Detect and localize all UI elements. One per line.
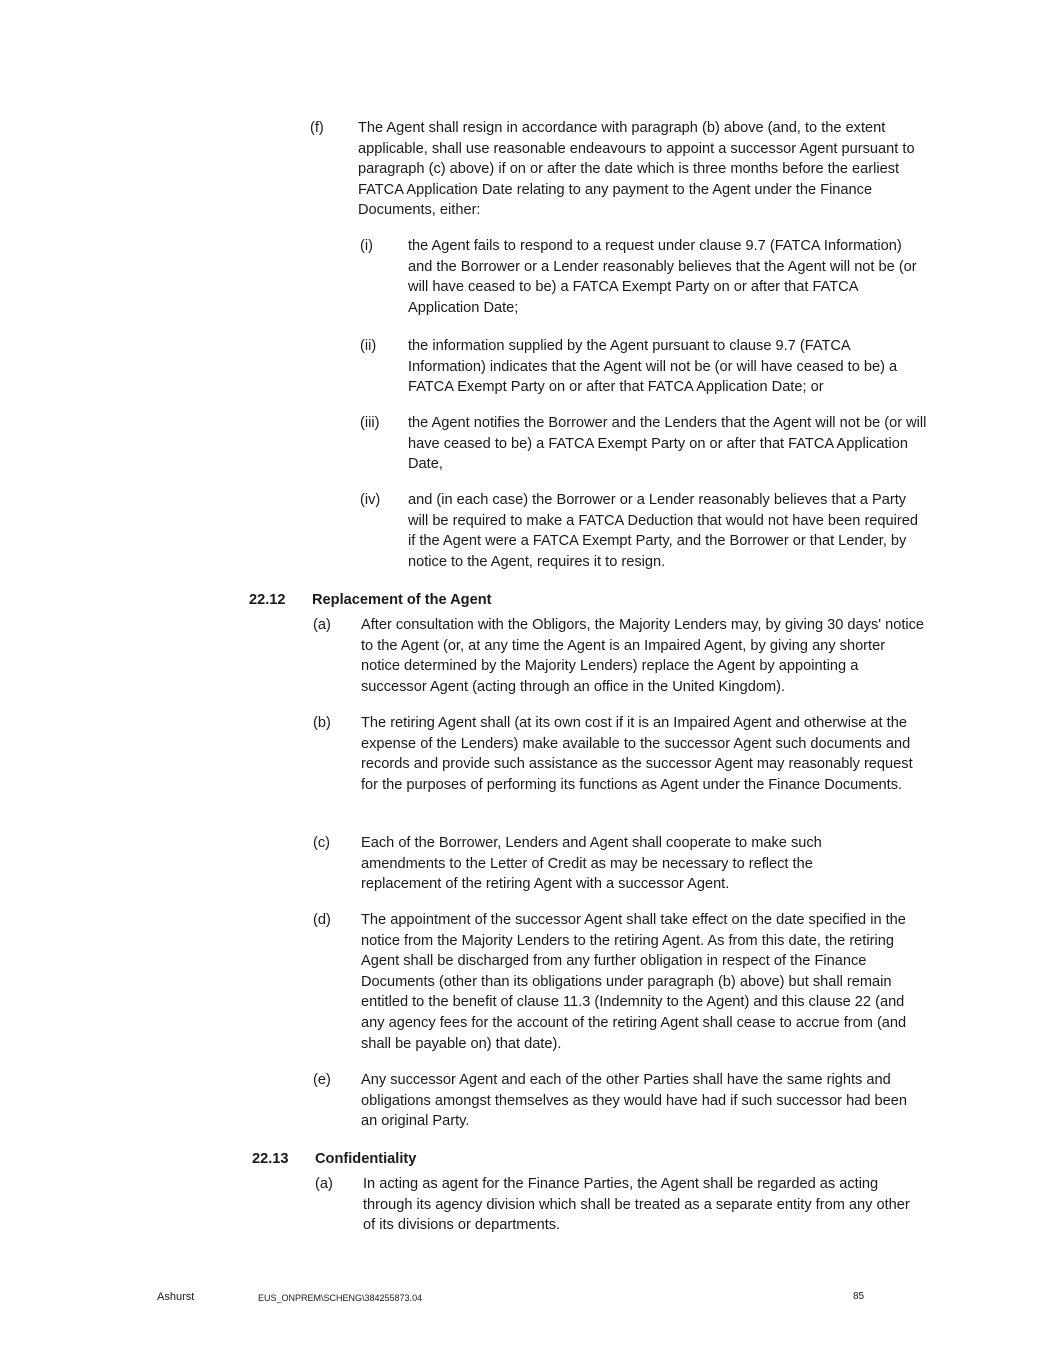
list-item-label: (e) xyxy=(313,1072,331,1088)
list-item-label: (a) xyxy=(313,617,331,633)
list-item-label: (b) xyxy=(313,715,331,731)
section-number: 22.12 xyxy=(249,592,286,608)
clause-f-label: (f) xyxy=(310,120,324,136)
list-item-text: In acting as agent for the Finance Parties, the Agent shall be regarded as acting through its agency division which shall be treated as a separate entity from any other of its divisions or departments. xyxy=(363,1176,910,1234)
section-title: Replacement of the Agent xyxy=(312,592,492,608)
list-item-text: the information supplied by the Agent pursuant to clause 9.7 (FATCA Information) indicates that the Agent will not be (or will have ceased to be) a FATCA Exempt Party on or after that FATCA Application Date; or xyxy=(408,338,898,396)
list-item-text: The retiring Agent shall (at its own cost if it is an Impaired Agent and otherwise at the expense of the Lenders) make available to the successor Agent such documents and records and provide such assistance as the successor Agent may reasonably request for the purposes of performing its functions as Agent under the Finance Documents. xyxy=(361,715,913,793)
footer-doc-ref: EUS_ONPREM\SCHENG\384255873.04 xyxy=(258,1293,423,1303)
list-item-label: (d) xyxy=(313,912,331,928)
list-item-label: (c) xyxy=(313,835,331,851)
list-item-label: (a) xyxy=(315,1176,333,1192)
list-item-text: After consultation with the Obligors, the Majority Lenders may, by giving 30 days' notice to the Agent (or, at any time the Agent is an Impaired Agent, by giving any shorter notice determined by the Majority Lenders) replace the Agent by appointing a successor Agent (acting through an office in the United Kingdom). xyxy=(361,617,925,695)
list-item-label: (iii) xyxy=(360,415,380,431)
list-item-text: and (in each case) the Borrower or a Lender reasonably believes that a Party will be required to make a FATCA Deduction that would not have been required if the Agent were a FATCA Exempt Party, and the Borrower or that Lender, by notice to the Agent, requires it to resign. xyxy=(408,492,918,570)
section-number: 22.13 xyxy=(252,1151,289,1167)
list-item-text: the Agent notifies the Borrower and the Lenders that the Agent will not be (or will have ceased to be) a FATCA Exempt Party on or after that FATCA Application Date, xyxy=(408,415,927,473)
footer-firm: Ashurst xyxy=(157,1291,195,1303)
clause-f-text: The Agent shall resign in accordance with paragraph (b) above (and, to the extent applicable, shall use reasonable endeavours to appoint a successor Agent pursuant to paragraph (c) above) if on or after the date which is three months before the earliest FATCA Application Date relating to any payment to the Agent under the Finance Documents, either: xyxy=(358,120,915,219)
footer-page-number: 85 xyxy=(853,1291,865,1302)
list-item-text: Each of the Borrower, Lenders and Agent shall cooperate to make such amendments to the Letter of Credit as may be necessary to reflect the replacement of the retiring Agent with a successor Agent. xyxy=(361,835,822,893)
list-item-text: the Agent fails to respond to a request under clause 9.7 (FATCA Information) and the Borrower or a Lender reasonably believes that the Agent will not be (or will have ceased to be) a FATCA Exempt Party on or after that FATCA Application Date; xyxy=(408,238,917,316)
section-title: Confidentiality xyxy=(315,1151,417,1167)
list-item-label: (iv) xyxy=(360,492,381,508)
list-item-label: (i) xyxy=(360,238,373,254)
list-item-label: (ii) xyxy=(360,338,377,354)
list-item-text: The appointment of the successor Agent shall take effect on the date specified in the notice from the Majority Lenders to the retiring Agent. As from this date, the retiring Agent shall be discharged from any further obligation in respect of the Finance Documents (other than its obligations under paragraph (b) above) but shall remain entitled to the benefit of clause 11.3 (Indemnity to the Agent) and this clause 22 (and any agency fees for the account of the retiring Agent shall cease to accrue from (and shall be payable on) that date). xyxy=(361,912,907,1052)
list-item-text: Any successor Agent and each of the other Parties shall have the same rights and obligations amongst themselves as they would have had if such successor had been an original Party. xyxy=(361,1072,907,1130)
